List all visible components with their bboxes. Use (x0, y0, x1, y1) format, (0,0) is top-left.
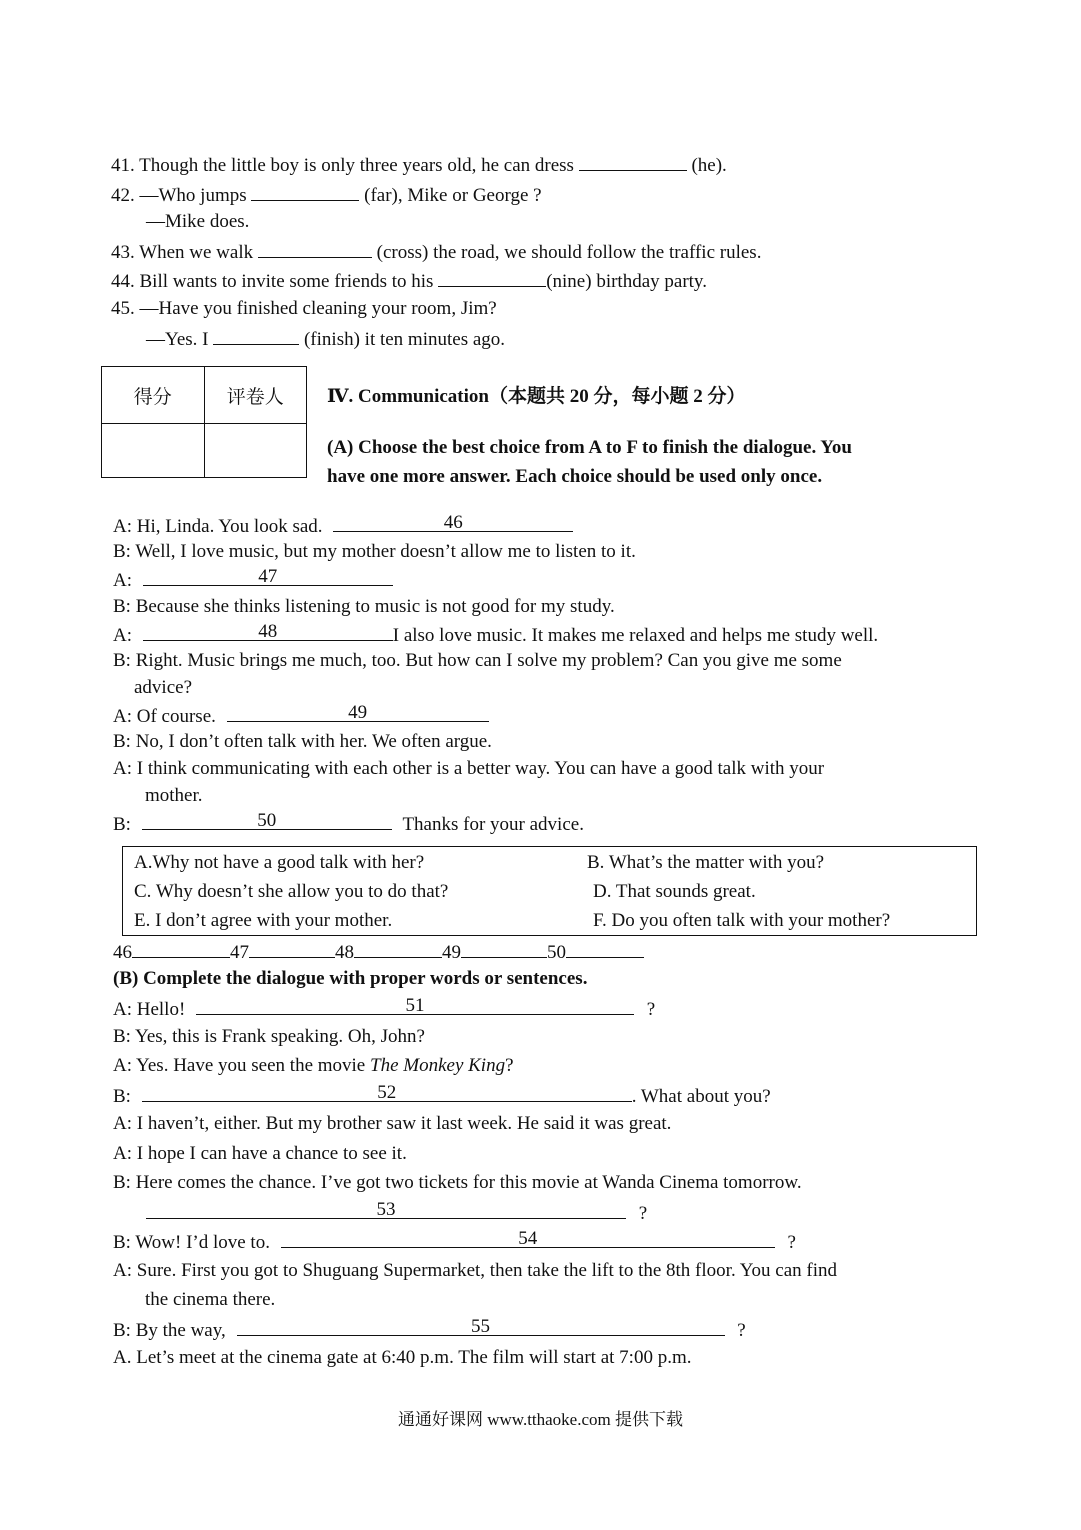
q44-suffix: (nine) birthday party. (546, 271, 707, 292)
blank-54[interactable] (281, 1230, 775, 1248)
blank-46[interactable] (333, 514, 573, 532)
q43-prefix: 43. When we walk (111, 242, 254, 263)
dialogueA-line-8: B: No, I don’t often talk with her. We often argue. (113, 731, 492, 752)
option-f: F. Do you often talk with your mother? (593, 910, 891, 931)
partB-line-12: A. Let’s meet at the cinema gate at 6:40 p.m. The film will start at 7:00 p.m. (113, 1347, 692, 1368)
partB-line-10: A: Sure. First you got to Shuguang Supermarket, then take the lift to the 8th floor. You can find (113, 1260, 838, 1281)
grader-cell[interactable] (204, 424, 307, 478)
grader-header: 评卷人 (204, 367, 307, 424)
dialogueA-line-7 (113, 704, 489, 728)
answer-label-46: 46 (113, 942, 132, 963)
q41-text: 41. Though the little boy is only three years old, he can dress (111, 155, 574, 176)
answer-blank-46[interactable] (132, 940, 230, 958)
answer-label-47: 47 (230, 942, 249, 963)
partB-l8-end: ? (638, 1203, 648, 1224)
blank-51-number: 51 (405, 995, 425, 1016)
partB-l4-end: . What about you? (631, 1086, 771, 1107)
partB-line-7: B: Here comes the chance. I’ve got two tickets for this movie at Wanda Cinema tomorrow. (113, 1172, 802, 1193)
partB-l1-text: A: Hello! (113, 999, 186, 1020)
partB-line-4 (113, 1084, 771, 1108)
partB-l3-end: ? (505, 1055, 514, 1076)
options-box (122, 846, 977, 936)
q42-prefix: 42. —Who jumps (111, 185, 247, 206)
blank-51[interactable] (196, 997, 634, 1015)
partB-line-2: B: Yes, this is Frank speaking. Oh, John? (113, 1026, 425, 1047)
dialogueA-line-10 (113, 812, 584, 836)
partB-l11-end: ? (737, 1320, 746, 1341)
partB-l1-end: ? (646, 999, 656, 1020)
blank-53[interactable] (146, 1201, 626, 1219)
blank-48-number: 48 (258, 621, 278, 642)
partB-line-8 (146, 1201, 647, 1225)
option-a: A.Why not have a good talk with her? (134, 852, 425, 873)
dialogueA-line-5 (113, 623, 878, 647)
dialogueA-l3-speaker: A: (113, 570, 132, 591)
blank-48[interactable] (143, 623, 393, 641)
score-header: 得分 (102, 367, 205, 424)
movie-title: The Monkey King (370, 1055, 506, 1076)
partB-l3-text: A: Yes. Have you seen the movie (113, 1055, 366, 1076)
partB-line-10b: the cinema there. (145, 1289, 276, 1310)
q44-blank[interactable] (438, 269, 546, 287)
question-41 (111, 153, 727, 177)
score-cell[interactable] (102, 424, 205, 478)
q45-suffix: (finish) it ten minutes ago. (303, 329, 506, 350)
q42-blank[interactable] (251, 183, 359, 201)
dialogueA-line-6: B: Right. Music brings me much, too. But how can I solve my problem? Can you give me some (113, 650, 842, 671)
q41-hint: (he). (691, 155, 727, 176)
dialogueA-line-6b: advice? (134, 677, 193, 698)
partB-line-5: A: I haven’t, either. But my brother saw it last week. He said it was great. (113, 1113, 672, 1134)
option-b: B. What’s the matter with you? (587, 852, 825, 873)
dialogueA-l5-text: I also love music. It makes me relaxed and helps me study well. (392, 625, 879, 646)
section-title: Ⅳ. Communication（本题共 20 分，每小题 2 分） (327, 386, 746, 407)
dialogueA-line-9: A: I think communicating with each other is a better way. You can have a good talk with your (113, 758, 825, 779)
blank-54-number: 54 (518, 1228, 538, 1249)
q42-suffix: (far), Mike or George ? (364, 185, 542, 206)
answer-label-50: 50 (547, 942, 566, 963)
blank-55-number: 55 (471, 1316, 491, 1337)
blank-53-number: 53 (376, 1199, 396, 1220)
dialogueA-line-1 (113, 514, 573, 538)
blank-50[interactable] (142, 812, 392, 830)
question-43 (111, 240, 761, 264)
partA-instruction-2: have one more answer. Each choice should be used only once. (327, 466, 823, 487)
blank-55[interactable] (237, 1318, 725, 1336)
blank-49-number: 49 (348, 702, 368, 723)
dialogueA-l1-text: A: Hi, Linda. You look sad. (113, 516, 323, 537)
answer-label-49: 49 (442, 942, 461, 963)
dialogueA-line-3 (113, 568, 393, 592)
answer-blank-50[interactable] (566, 940, 644, 958)
partB-line-1 (113, 997, 655, 1021)
dialogueA-line-9b: mother. (145, 785, 203, 806)
answer-line (113, 940, 644, 964)
blank-52[interactable] (142, 1084, 632, 1102)
answer-blank-49[interactable] (461, 940, 547, 958)
partB-l9-text: B: Wow! I’d love to. (113, 1232, 270, 1253)
q41-blank[interactable] (579, 153, 687, 171)
blank-47[interactable] (143, 568, 393, 586)
q45-prefix: —Yes. I (146, 329, 209, 350)
question-44 (111, 269, 707, 293)
blank-52-number: 52 (377, 1082, 397, 1103)
dialogueA-l10-text: Thanks for your advice. (402, 814, 584, 835)
partB-line-9 (113, 1230, 796, 1254)
q45-answer (146, 327, 505, 351)
partB-l9-end: ? (787, 1232, 796, 1253)
dialogueA-line-4: B: Because she thinks listening to music is not good for my study. (113, 596, 615, 617)
dialogueA-l5-speaker: A: (113, 625, 132, 646)
option-e: E. I don’t agree with your mother. (134, 910, 393, 931)
blank-46-number: 46 (443, 512, 463, 533)
question-42 (111, 183, 542, 207)
partB-l11-text: B: By the way, (113, 1320, 226, 1341)
answer-blank-48[interactable] (354, 940, 442, 958)
partA-instruction-1: (A) Choose the best choice from A to F to finish the dialogue. You (327, 437, 852, 458)
dialogueA-l10-speaker: B: (113, 814, 131, 835)
answer-label-48: 48 (335, 942, 354, 963)
blank-50-number: 50 (257, 810, 277, 831)
q44-prefix: 44. Bill wants to invite some friends to his (111, 271, 434, 292)
question-45: 45. —Have you finished cleaning your room, Jim? (111, 298, 497, 319)
dialogueA-line-2: B: Well, I love music, but my mother doesn’t allow me to listen to it. (113, 541, 636, 562)
blank-47-number: 47 (258, 566, 278, 587)
q43-suffix: (cross) the road, we should follow the traffic rules. (376, 242, 762, 263)
blank-49[interactable] (227, 704, 489, 722)
partB-line-6: A: I hope I can have a chance to see it. (113, 1143, 407, 1164)
dialogueA-l7-text: A: Of course. (113, 706, 216, 727)
answer-blank-47[interactable] (249, 940, 335, 958)
page-footer: 通通好课网 www.tthaoke.com 提供下载 (397, 1410, 684, 1429)
partB-line-11 (113, 1318, 746, 1342)
score-table (101, 366, 307, 478)
q42-answer: —Mike does. (146, 211, 250, 232)
partB-l4-speaker: B: (113, 1086, 131, 1107)
partB-title: (B) Complete the dialogue with proper words or sentences. (113, 968, 588, 989)
partB-line-3 (113, 1055, 514, 1077)
option-c: C. Why doesn’t she allow you to do that? (134, 881, 449, 902)
q45-blank[interactable] (213, 327, 299, 345)
q43-blank[interactable] (258, 240, 372, 258)
option-d: D. That sounds great. (593, 881, 756, 902)
